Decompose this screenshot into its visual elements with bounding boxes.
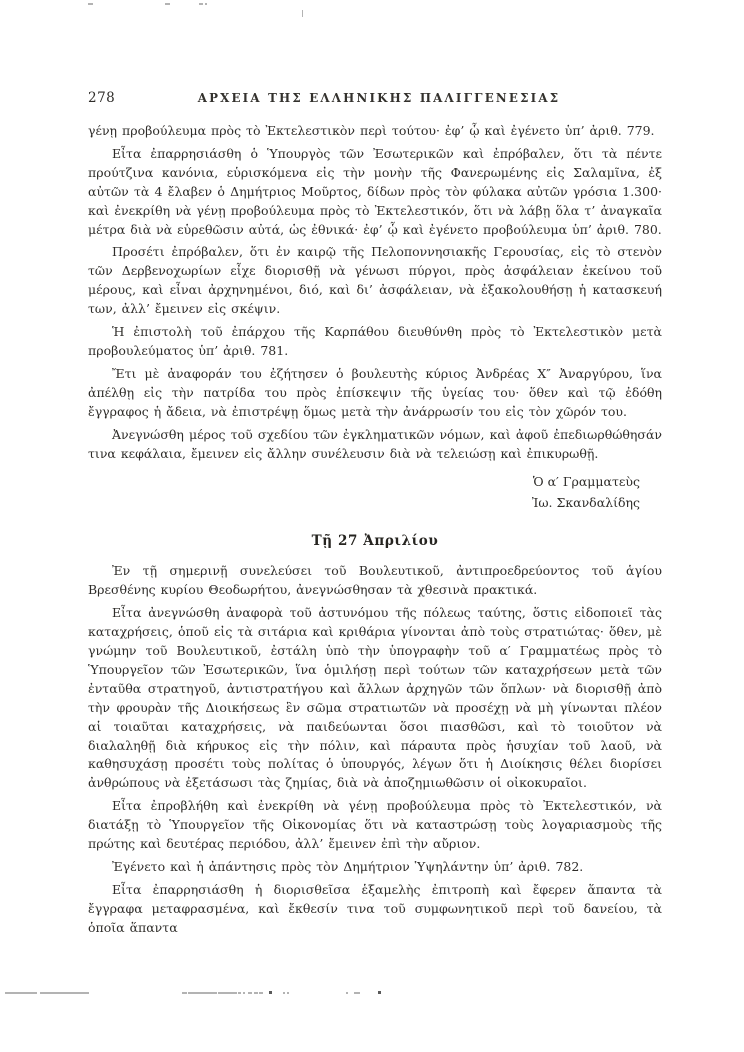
scan-artifact xyxy=(88,3,93,5)
signature-name: Ἰω. Σκανδαλίδης xyxy=(531,495,640,511)
scan-artifact xyxy=(182,992,187,994)
scan-artifact xyxy=(5,992,37,994)
running-title: ΑΡΧΕΙΑ ΤΗΣ ΕΛΛΗΝΙΚΗΣ ΠΑΛΙΓΓΕΝΕΣΙΑΣ xyxy=(197,91,561,105)
paragraph: γένῃ προβούλευμα πρὸς τὸ Ἐκτελεστικὸν περὶ τούτου· ἐφ’ ᾧ καὶ ἐγένετο ὑπ’ ἀριθ. 779. xyxy=(88,123,655,138)
paragraph: Εἶτα ἐπαρρησιάσθη ἡ διορισθεῖσα ἑξαμελὴς ἐπιτροπὴ καὶ ἔφερεν ἅπαντα τὰ ἔγγραφα μεταφρασμένα, καὶ ἔκθεσίν τινα τοῦ συμφωνητικοῦ περὶ τοῦ δανείου, τὰ ὁποῖα ἅπαντα xyxy=(88,881,662,935)
page-header xyxy=(88,90,662,106)
scan-artifact xyxy=(40,992,89,994)
scan-artifact xyxy=(287,992,289,994)
scan-artifact xyxy=(354,992,360,994)
scan-artifact xyxy=(188,992,217,994)
scan-artifact xyxy=(238,992,241,994)
session-date-heading: Τῇ 27 Ἀπριλίου xyxy=(311,533,439,550)
scan-artifact xyxy=(218,992,237,994)
scan-artifact xyxy=(165,3,170,5)
scan-artifact xyxy=(205,3,207,5)
paragraph: Ἐγένετο καὶ ἡ ἀπάντησις πρὸς τὸν Δημήτριον Ὑψηλάντην ὑπ’ ἀριθ. 782. xyxy=(112,859,584,874)
scan-artifact xyxy=(243,992,245,994)
paragraph: Εἶτα ἐπροβλήθη καὶ ἐνεκρίθη νὰ γένῃ προβούλευμα πρὸς τὸ Ἐκτελεστικόν, νὰ διατάξῃ τὸ Ὑπουργεῖον τῆς Οἰκονομίας ὅτι νὰ καταστρώσῃ τοὺς λογαριασμοὺς τῆς πρώτης καὶ δευτέρας περιόδου, ἀλλ’ ἔμεινεν ἐπὶ τὴν αὔριον. xyxy=(88,798,662,852)
paragraph: Εἶτα ἐπαρρησιάσθη ὁ Ὑπουργὸς τῶν Ἐσωτερικῶν καὶ ἐπρόβαλεν, ὅτι τὰ πέντε προύτζινα κανόνια, εὑρισκόμενα εἰς τὴν μονὴν τῆς Φανερωμένης εἰς Σαλαμῖνα, ἐξ αὐτῶν τὰ 4 ἔλαβεν ὁ Δημήτριος Μοῦρτος, δίδων πρὸς τὸν φύλακα αὐτῶν γρόσια 1.300· καὶ ἐνεκρίθη νὰ γένῃ προβούλευμα πρὸς τὸ Ἐκτελεστικόν, ὅτι νὰ λάβῃ ὅλα τ’ ἀναγκαῖα μέτρα διὰ νὰ εὑρεθῶσιν αὐτά, ὡς ἐθνικά· ἐφ’ ᾧ καὶ ἐγένετο προβούλευμα ὑπ’ ἀριθ. 780. xyxy=(88,145,662,237)
paragraph: Προσέτι ἐπρόβαλεν, ὅτι ἐν καιρῷ τῆς Πελοποννησιακῆς Γερουσίας, εἰς τὸ στενὸν τῶν Δερβενοχωρίων εἶχε διορισθῇ νὰ γένωσι πύργοι, πρὸς ἀσφάλειαν ἐκείνου τοῦ μέρους, καὶ εἶναι ἀρχηνημένοι, διό, καὶ δι’ ἀσφάλειαν, νὰ ἐξακολουθήσῃ ἡ κατασκευή των, ἀλλ’ ἔμεινεν εἰς σκέψιν. xyxy=(88,244,662,317)
scan-artifact xyxy=(378,991,381,994)
paragraph: Ἡ ἐπιστολὴ τοῦ ἐπάρχου τῆς Καρπάθου διευθύνθη πρὸς τὸ Ἐκτελεστικὸν μετὰ προβουλεύματος ὑπ’ ἀριθ. 781. xyxy=(88,324,662,358)
paragraph: Ἐν τῇ σημερινῇ συνελεύσει τοῦ Βουλευτικοῦ, ἀντιπροεδρεύοντος τοῦ ἁγίου Βρεσθένης κυρίου Θεοδωρήτου, ἀνεγνώσθησαν τὰ χθεσινὰ πρακτικά. xyxy=(88,563,662,598)
paragraph: Ἀνεγνώσθη μέρος τοῦ σχεδίου τῶν ἐγκληματικῶν νόμων, καὶ ἀφοῦ ἐπεδιωρθώθησάν τινα κεφάλαια, ἔμεινεν εἰς ἄλλην συνέλευσιν διὰ νὰ τελειώσῃ καὶ ἐπικυρωθῇ. xyxy=(88,426,662,461)
scan-artifact xyxy=(259,992,263,994)
paragraph: Ἔτι μὲ ἀναφοράν του ἐζήτησεν ὁ βουλευτὴς κύριος Ἀνδρέας Χ″ Ἀναργύρου, ἵνα ἀπέλθῃ εἰς τὴν πατρίδα του πρὸς ἐπίσκεψιν τῆς ὑγείας του· ὅθεν καὶ τῷ ἐδόθη ἔγγραφος ἡ ἄδεια, νὰ ἐπιστρέψῃ ὅμως μετὰ τὴν ἀνάρρωσίν του εἰς τὸν χῶρόν του. xyxy=(88,365,662,419)
page-number: 278 xyxy=(88,90,116,106)
signature-role: Ὁ α′ Γραμματεὺς xyxy=(532,474,640,490)
scan-artifact xyxy=(248,992,252,994)
signature-block xyxy=(88,471,640,513)
scan-artifact xyxy=(254,992,258,994)
scan-artifact xyxy=(199,3,203,5)
text-block xyxy=(88,90,662,942)
scan-artifact xyxy=(302,10,303,17)
scan-artifact xyxy=(269,991,272,994)
minutes-previous-session xyxy=(88,122,662,463)
scan-artifact xyxy=(346,992,348,994)
paragraph: Εἶτα ἀνεγνώσθη ἀναφορὰ τοῦ ἀστυνόμου τῆς πόλεως ταύτης, ὅστις εἰδοποιεῖ τὰς καταχρήσεις, ὁποῦ εἰς τὰ σιτάρια καὶ κριθάρια γίνονται ἀπὸ τοὺς στρατιώτας· ὅθεν, μὲ γνώμην τοῦ Βουλευτικοῦ, ἐστάλη ὑπὸ τὴν ὑπογραφὴν τοῦ α′ Γραμματέως πρὸς τὸ Ὑπουργεῖον τῶν Ἐσωτερικῶν, ἵνα ὁμιλήσῃ περὶ τούτων τῶν καταχρήσεων μετὰ τῶν ἐνταῦθα στρατηγοῦ, ἀντιστρατήγου καὶ ἄλλων ἀρχηγῶν τῶν ὅπλων· νὰ διορισθῇ ἀπὸ τὴν φρουρὰν τῆς Διοικήσεως ἓν σῶμα στρατιωτῶν νὰ προσέχῃ νὰ μὴ γίνωνται πλέον αἱ τοιαῦται καταχρήσεις, νὰ παιδεύωνται ὅσοι πιασθῶσι, καὶ τὸ τοιοῦτον νὰ διαλαληθῇ διὰ κήρυκος εἰς τὴν πόλιν, καὶ πάραυτα πρὸς ἡσυχίαν τοῦ λαοῦ, νὰ καθησυχάσῃ προσέτι τοὺς πολίτας ὁ ὑπουργός, λέγων ὅτι ἡ Διοίκησις θέλει διορίσει ἀνθρώπους νὰ ἐξετάσωσι τὰς ζημίας, διὰ νὰ ἀποζημιωθῶσιν οἱ οἰκοκυραῖοι. xyxy=(88,605,662,791)
minutes-27-april-session xyxy=(88,562,662,937)
scan-artifact xyxy=(283,992,285,994)
